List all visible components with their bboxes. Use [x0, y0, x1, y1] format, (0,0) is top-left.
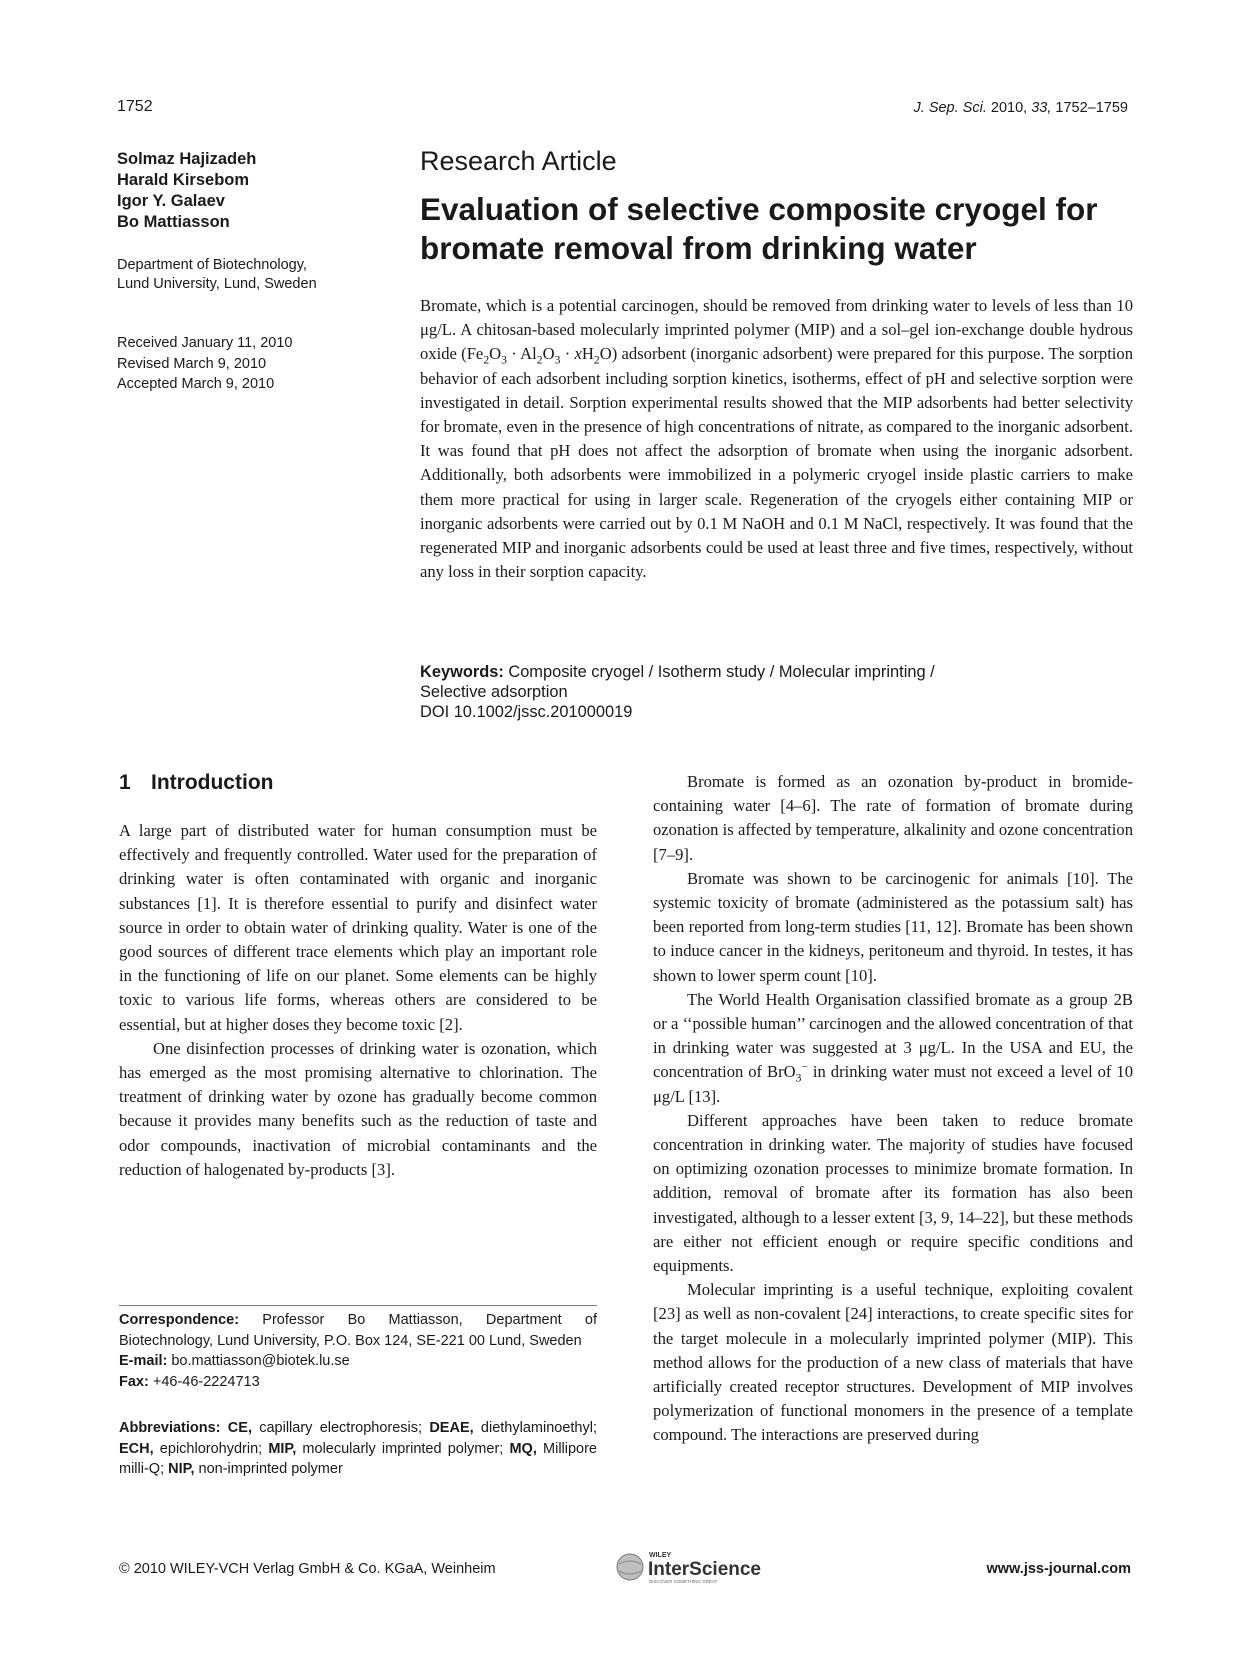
author: Harald Kirsebom — [117, 171, 250, 189]
abstract: Bromate, which is a potential carcinogen, should be removed from drinking water to levels of less than 10 μg/L. A chitosan-based molecularly imprinted polymer (MIP) and a sol–gel ion-exchange double hydrous oxide $(Fe_2O_3 \cdot Al_2O_3 \cdot xH_2O)$ adsorbent (inorganic adsorbent) were prepared for this purpose. The sorption behavior of each adsorbent including sorption kinetics, isotherms, effect of pH and selective sorption were investigated in detail. Sorption experimental results showed that the MIP adsorbents had better selectivity for bromate, even in the presence of high concentrations of nitrate, as compared to the inorganic adsorbent. It was found that pH does not affect the adsorption of bromate when using the inorganic adsorbent. Additionally, both adsorbents were immobilized in a polymeric cryogel inside plastic carriers to make them more practical for using in larger scale. Regeneration of the cryogels either containing MIP or inorganic adsorbents were carried out by 0.1 M NaOH and 0.1 M NaCl, respectively. It was found that the regenerated MIP and inorganic adsorbents could be used at least three and five times, respectively, without any loss in their sorption capacity. — [420, 296, 1134, 582]
accepted-date: Accepted March 9, 2010 — [117, 376, 275, 392]
journal-citation: J. Sep. Sci. 2010, 33, 1752–1759 — [913, 100, 1128, 116]
journal-volume: 33, — [1031, 100, 1052, 116]
keywords-continued: Selective adsorption — [420, 683, 568, 701]
globe-icon — [615, 1548, 775, 1584]
abbreviations-note: Abbreviations: CE, capillary electrophoresis; DEAE, diethylaminoethyl; ECH, epichlorohydrin; MIP, molecularly imprinted polymer; MQ, Millipore milli-Q; NIP, non-imprinted polymer — [119, 1420, 597, 1477]
author: Igor Y. Galaev — [117, 192, 225, 210]
paragraph: A large part of distributed water for human consumption must be effectively and frequently controlled. Water used for the preparation of drinking water is often contaminated with organic and inorganic substances [1]. It is therefore essential to purify and disinfect water source in order to obtain water of drinking quality. Water is one of the good sources of different trace elements which play an important role in the functioning of life on our planet. Some elements can be highly toxic to various life forms, whereas others are considered to be essential, but at higher doses they become toxic [2]. — [119, 821, 597, 1034]
article-type: Research Article — [420, 146, 617, 176]
svg-text:WILEY: WILEY — [649, 1552, 672, 1559]
journal-website-link[interactable]: www.jss-journal.com — [986, 1561, 1131, 1577]
interscience-logo — [615, 1548, 775, 1584]
email-link[interactable]: bo.mattiasson@biotek.lu.se — [167, 1353, 350, 1369]
author: Solmaz Hajizadeh — [117, 150, 257, 168]
page-number: 1752 — [117, 98, 153, 115]
body-left-column — [119, 819, 597, 1182]
copyright-notice: © 2010 WILEY-VCH Verlag GmbH & Co. KGaA, Weinheim — [119, 1561, 496, 1577]
author-list — [117, 149, 256, 233]
section-title: Introduction — [151, 771, 274, 794]
correspondence-note: Correspondence: Professor Bo Mattiasson, Department of Biotechnology, Lund University, P.O. Box 124, SE-221 00 Lund, Sweden E-mail: bo.mattiasson@biotek.lu.se Fax: +46-46-2224713 — [119, 1312, 597, 1390]
journal-name: J. Sep. Sci. — [913, 100, 987, 116]
svg-text:InterScience: InterScience — [648, 1559, 761, 1580]
keywords-label: Keywords: — [420, 663, 504, 681]
body-right-column — [653, 770, 1133, 1448]
fax-number: +46-46-2224713 — [148, 1373, 260, 1390]
paragraph: Molecular imprinting is a useful technique, exploiting covalent [23] as well as non-covalent [24] interactions, to create specific sites for the target molecule in a molecularly imprinted polymer (MIP). This method allows for the production of a new class of materials that have artificially created receptor structures. Development of MIP involves polymerization of functional monomers in the presence of a template compound. The interactions are preserved during — [653, 1280, 1133, 1445]
received-date: Received January 11, 2010 — [117, 335, 293, 351]
svg-text:DISCOVER SOMETHING GREAT: DISCOVER SOMETHING GREAT — [649, 1579, 718, 1584]
footnote-divider — [119, 1305, 597, 1306]
revised-date: Revised March 9, 2010 — [117, 355, 267, 372]
paragraph: Different approaches have been taken to reduce bromate concentration in drinking water. The majority of studies have focused on optimizing ozonation processes to minimize bromate formation. In addition, removal of bromate after its formation has also been investigated, although to a lesser extent [3, 9, 14–22], but these methods are either not efficient enough or require specific conditions and equipments. — [653, 1110, 1133, 1276]
paragraph: One disinfection processes of drinking water is ozonation, which has emerged as the most promising alternative to chlorination. The treatment of drinking water by ozone has gradually become common because it provides many benefits such as the reduction of taste and odor compounds, inactivation of microbial contaminants and the reduction of halogenated by-products [3]. — [119, 1038, 597, 1179]
section-heading — [119, 771, 597, 795]
doi[interactable]: DOI 10.1002/jssc.201000019 — [420, 703, 633, 721]
paragraph: Bromate was shown to be carcinogenic for animals [10]. The systemic toxicity of bromate (administered as the potassium salt) has been reported from long-term studies [11, 12]. Bromate has been shown to induce cancer in the kidneys, peritoneum and thyroid. In testes, it has shown to lower sperm count [10]. — [653, 868, 1133, 985]
article-dates — [117, 333, 292, 395]
article-title: Evaluation of selective composite cryogel for bromate removal from drinking water — [420, 191, 1098, 266]
affiliation: Department of Biotechnology, Lund University, Lund, Sweden — [117, 257, 317, 292]
paragraph: The World Health Organisation classified bromate as a group 2B or a ‘‘possible human’’ carcinogen and the allowed concentration of that in drinking water was suggested at 3 μg/L. In the USA and EU, the concentration of BrO$_3$− in drinking water must not exceed a level of 10 μg/L [13]. — [653, 989, 1133, 1106]
paragraph: Bromate is formed as an ozonation by-product in bromide-containing water [4–6]. The rate of formation of bromate during ozonation is affected by temperature, alkalinity and ozone concentration [7–9]. — [653, 772, 1133, 864]
section-number: 1 — [119, 771, 131, 794]
page-range: 1752–1759 — [1055, 100, 1128, 116]
keywords: Composite cryogel / Isotherm study / Molecular imprinting / — [508, 663, 935, 681]
keywords-block — [420, 662, 1133, 722]
author: Bo Mattiasson — [117, 213, 230, 231]
